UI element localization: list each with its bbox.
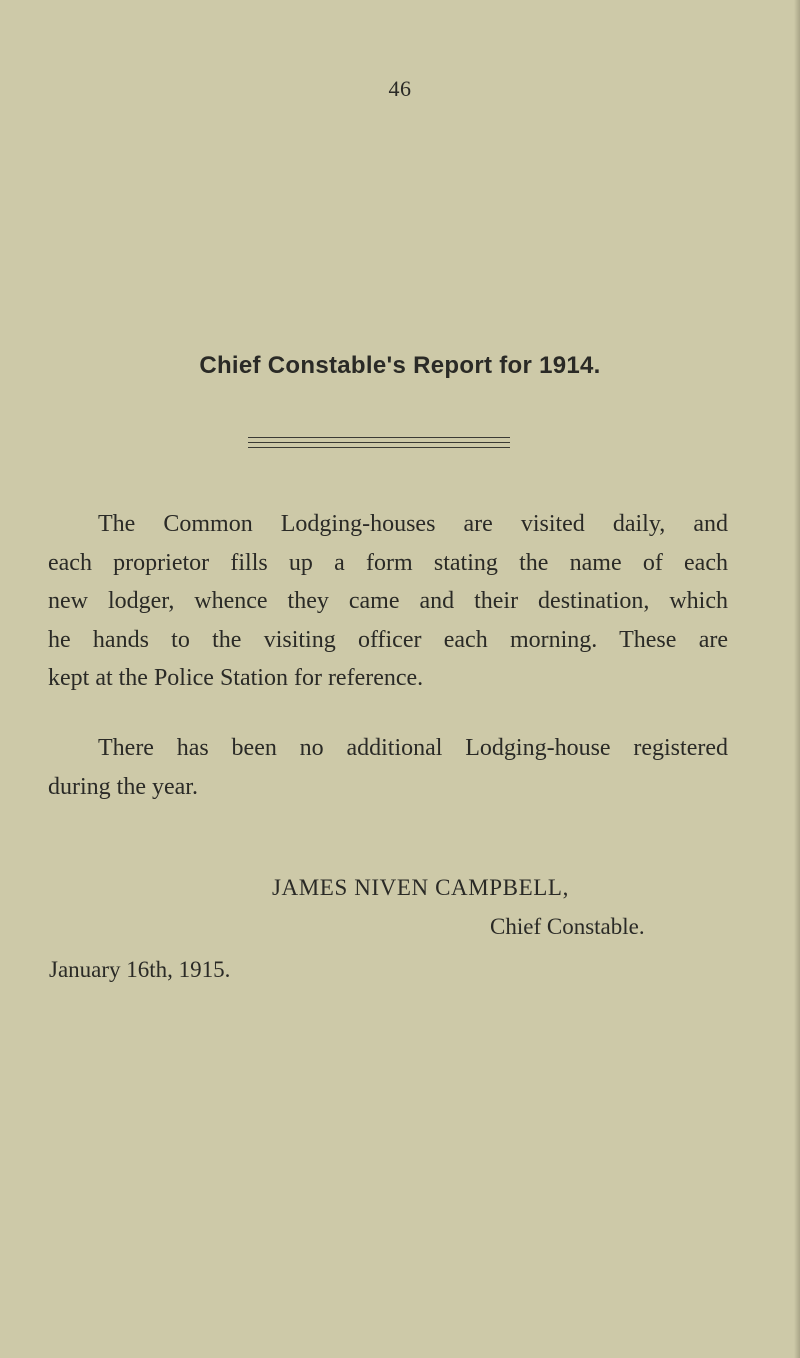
paragraph-line: kept at the Police Station for reference. bbox=[48, 665, 424, 691]
paragraph-line: new lodger, whence they came and their destination, which bbox=[48, 588, 728, 614]
page-edge-shadow bbox=[794, 0, 800, 1358]
page-number: 46 bbox=[388, 76, 412, 101]
title-rule-bottom bbox=[248, 447, 510, 448]
paragraph-registration bbox=[48, 729, 728, 806]
paragraph-line: he hands to the visiting officer each morning. These are bbox=[48, 626, 728, 653]
page-title: Chief Constable's Report for 1914. bbox=[199, 352, 601, 379]
paragraph-line: There has been no additional Lodging-house registered bbox=[98, 735, 728, 761]
signature-title: Chief Constable. bbox=[490, 914, 645, 939]
paragraph-line: each proprietor fills up a form stating the name of each bbox=[48, 549, 728, 576]
paragraph-line: The Common Lodging-houses are visited daily, and bbox=[98, 511, 728, 537]
paragraph-line: during the year. bbox=[48, 773, 198, 800]
title-rule-middle bbox=[248, 442, 510, 443]
report-date: January 16th, 1915. bbox=[49, 957, 231, 982]
signature-name: JAMES NIVEN CAMPBELL, bbox=[272, 875, 569, 900]
title-rule-top bbox=[248, 437, 510, 438]
paragraph-lodging-houses bbox=[48, 505, 728, 698]
